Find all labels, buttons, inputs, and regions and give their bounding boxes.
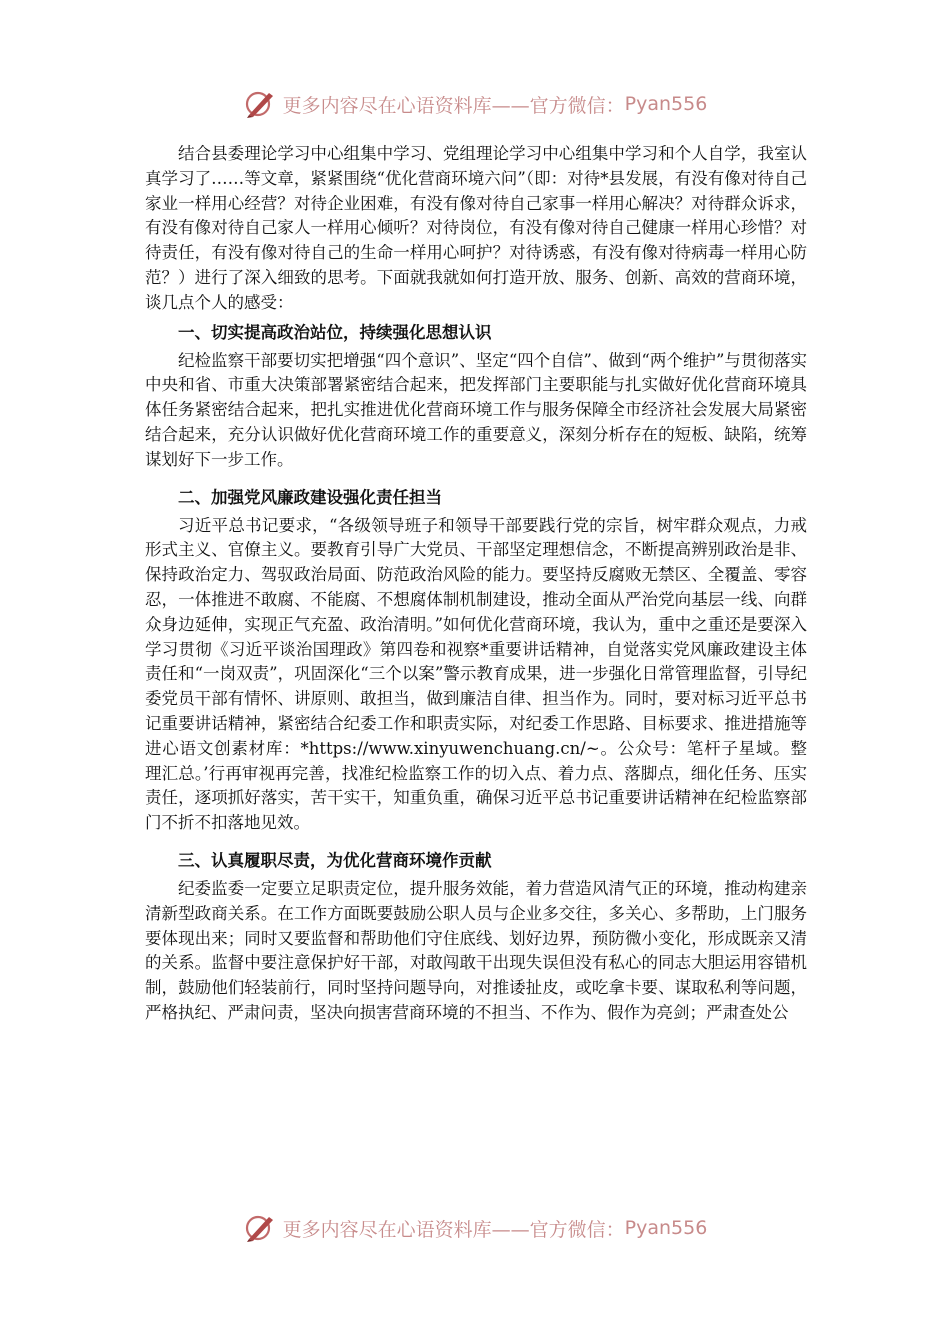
section-heading-3: 三、认真履职尽责，为优化营商环境作贡献 [178,850,492,870]
watermark-wechat-id: Pyan556 [624,1217,708,1239]
watermark-text: 更多内容尽在心语资料库——官方微信： [282,1218,625,1241]
document-body [145,142,807,1026]
spacer [145,836,807,844]
section-paragraph-2: 习近平总书记要求，“各级领导班子和领导干部要践行党的宗旨，树牢群众观点，力戒形式主义、官僚主义。要教育引导广大党员、干部坚定理想信念，不断提高辨别政治是非、保持政治定力、驾驭政治局面、防范政治风险的能力。要坚持反腐败无禁区、全覆盖、零容忍，一体推进不敢腐、不能腐、不想腐体制机制建设，推动全面从严治党向基层一线、向群众身边延伸，实现正气充盈、政治清明。”如何优化营商环境，我认为，重中之重还是要深入学习贯彻《习近平谈治国理政》第四卷和视察*重要讲话精神，自觉落实党风廉政建设主体责任和“一岗双责”，巩固深化“三个以案”警示教育成果，进一步强化日常管理监督，引导纪委党员干部有情怀、讲原则、敢担当，做到廉洁自律、担当作为。同时，要对标习近平总书记重要讲话精神，紧密结合纪委工作和职责实际，对纪委工作思路、目标要求、推进措施等进心语文创素材库：*https://www.xinyuwenchuang.cn/~。公众号：笔杆子星域。整理汇总。’行再审视再完善，找准纪检监察工作的切入点、着力点、落脚点，细化任务、压实责任，逐项抓好落实，苦干实干，知重负重，确保习近平总书记重要讲话精神在纪检监察部门不折不扣落地见效。 [145,515,807,833]
spacer [145,473,807,481]
footer-watermark [0,1210,950,1246]
section-paragraph-3: 纪委监委一定要立足职责定位，提升服务效能，着力营造风清气正的环境，推动构建亲清新型政商关系。在工作方面既要鼓励公职人员与企业多交往，多关心、多帮助，上门服务要体现出来；同时又要监督和帮助他们守住底线、划好边界，预防微小变化，形成既亲又清的关系。监督中要注意保护好干部，对敢闯敢干出现失误但没有私心的同志大胆运用容错机制，鼓励他们轻装前行，同时坚持问题导向，对推诿扯皮，或吃拿卡要、谋取私利等问题，严格执纪、严肃问责，坚决向损害营商环境的不担当、不作为、假作为亮剑；严肃查处公 [145,878,807,1022]
watermark-wechat-id: Pyan556 [624,93,708,115]
intro-paragraph: 结合县委理论学习中心组集中学习、党组理论学习中心组集中学习和个人自学，我室认真学习了……等文章，紧紧围绕“优化营商环境六问”（即：对待*县发展，有没有像对待自己家业一样用心经营？对待企业困难，有没有像对待自己家事一样用心解决？对待群众诉求，有没有像对待自己家人一样用心倾听？对待岗位，有没有像对待自己健康一样用心珍惜？对待责任，有没有像对待自己的生命一样用心呵护？对待诱惑，有没有像对待病毒一样用心防范？）进行了深入细致的思考。下面就我就如何打造开放、服务、创新、高效的营商环境，谈几点个人的感受： [145,144,807,312]
header-watermark [0,86,950,122]
pen-logo-icon [243,1213,277,1243]
section-heading-1: 一、切实提高政治站位，持续强化思想认识 [178,322,492,342]
pen-logo-icon [243,89,277,119]
watermark-text: 更多内容尽在心语资料库——官方微信： [282,94,625,117]
section-paragraph-1: 纪检监察干部要切实把增强“四个意识”、坚定“四个自信”、做到“两个维护”与贯彻落实中央和省、市重大决策部署紧密结合起来，把发挥部门主要职能与扎实做好优化营商环境具体任务紧密结合起来，把扎实推进优化营商环境工作与服务保障全市经济社会发展大局紧密结合起来，充分认识做好优化营商环境工作的重要意义，深刻分析存在的短板、缺陷，统筹谋划好下一步工作。 [145,350,807,469]
section-heading-2: 二、加强党风廉政建设强化责任担当 [178,487,442,507]
